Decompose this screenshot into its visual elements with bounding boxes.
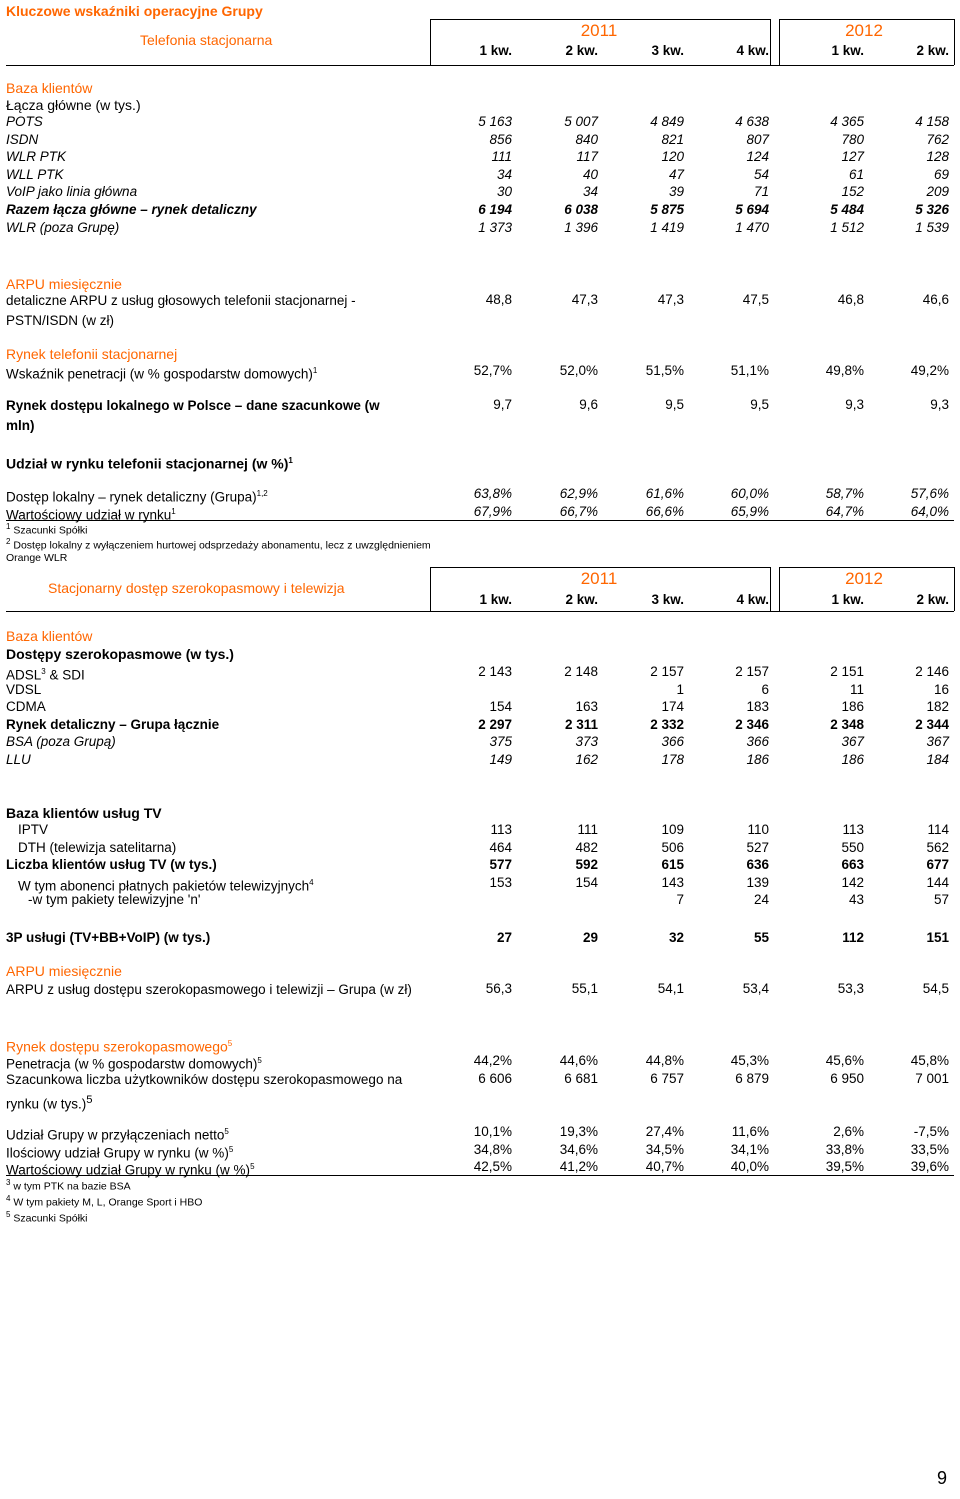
table-row xyxy=(0,166,960,184)
row-value: 807 xyxy=(746,131,769,147)
row-value: 43 xyxy=(848,892,864,908)
row-value: 60,0% xyxy=(730,486,769,501)
row-value: 27,4% xyxy=(645,1124,684,1139)
quarter-header: 2 kw. xyxy=(916,592,949,607)
row-value: 34,1% xyxy=(730,1141,769,1157)
footnote-sup: 5 xyxy=(6,1210,11,1219)
row-value: 39,6% xyxy=(910,1159,949,1175)
table-row xyxy=(0,751,960,769)
row-label-sup: 1,2 xyxy=(256,489,268,498)
table-row xyxy=(0,929,960,947)
row-value: 149 xyxy=(489,752,512,767)
table-row xyxy=(0,1052,960,1070)
row-label-sup: 3 xyxy=(41,667,46,676)
table-row xyxy=(0,716,960,734)
arpu-label: detaliczne ARPU z usług głosowych telefonii stacjonarnej - PSTN/ISDN (w zł) xyxy=(6,293,356,328)
table-row xyxy=(0,219,960,237)
row-value: 6 681 xyxy=(564,1071,598,1086)
row-label: Rynek detaliczny – Grupa łącznie xyxy=(6,716,220,732)
row-value: 677 xyxy=(926,857,949,873)
quarter-header: 2 kw. xyxy=(565,43,598,58)
footnote: $^3$ w tym PTK na bazie BSA xyxy=(6,1178,131,1193)
row-value: 11 xyxy=(849,681,864,697)
row-value: 64,7% xyxy=(825,504,864,519)
rynek-bb-label: Rynek dostępu szerokopasmowego xyxy=(6,1038,228,1055)
row-value: 40 xyxy=(582,166,598,182)
row-value: 39,5% xyxy=(825,1159,864,1175)
lacza-glowne-label: Łącza główne (w tys.) xyxy=(6,97,141,113)
row-value: 61,6% xyxy=(645,486,684,501)
year-2011: 2011 xyxy=(580,569,618,588)
row-value: 9,5 xyxy=(665,397,684,412)
row-value: 7 001 xyxy=(915,1071,949,1086)
row-value: 856 xyxy=(489,131,512,147)
row-value: 178 xyxy=(661,752,684,767)
row-label: Razem łącza główne – rynek detaliczny xyxy=(6,202,257,217)
row-value: 29 xyxy=(582,930,598,945)
row-value: 5 694 xyxy=(735,202,769,217)
row-value: 5 484 xyxy=(830,202,864,217)
year-2012: 2012 xyxy=(845,569,883,588)
row-value: 49,2% xyxy=(910,363,949,378)
section-heading-broadband: Stacjonarny dostęp szerokopasmowy i telewizja xyxy=(48,580,345,596)
row-value: 7 xyxy=(676,892,684,908)
row-value: 2 346 xyxy=(735,716,769,732)
row-label-sup: 5 xyxy=(224,1127,229,1136)
row-value: 114 xyxy=(927,822,949,837)
footnote: $^5$ Szacunki Spółki xyxy=(6,1210,88,1225)
quarter-header: 3 kw. xyxy=(651,43,684,58)
quarter-header: 4 kw. xyxy=(736,592,769,607)
row-value: 144 xyxy=(926,874,949,890)
row-value: 154 xyxy=(489,699,512,715)
row-label: BSA (poza Grupą) xyxy=(6,734,116,750)
row-label: WLR (poza Grupę) xyxy=(6,219,120,235)
row-value: 1 419 xyxy=(650,219,684,235)
rynek-bb-sup: 5 xyxy=(227,1039,233,1048)
row-label: IPTV xyxy=(18,822,49,837)
row-value: 44,6% xyxy=(559,1053,598,1068)
row-value: 32 xyxy=(668,930,684,945)
row-label: DTH (telewizja satelitarna) xyxy=(18,839,177,855)
row-label-sup: 4 xyxy=(309,877,314,887)
row-value: 44,8% xyxy=(645,1053,684,1068)
row-value: 2 157 xyxy=(650,664,684,679)
row-value: 9,6 xyxy=(579,397,598,412)
row-value: 153 xyxy=(489,874,512,890)
footnote: $^4$ W tym pakiety M, L, Orange Sport i HBO xyxy=(6,1194,203,1209)
row-value: 577 xyxy=(489,857,512,873)
row-value: 366 xyxy=(746,734,769,750)
row-label: VoIP jako linia główna xyxy=(6,184,138,200)
row-value: 780 xyxy=(841,131,864,147)
row-value: 5 007 xyxy=(564,114,598,129)
row-value: 2,6% xyxy=(833,1124,864,1139)
row-value: 44,2% xyxy=(473,1053,512,1068)
row-value: 4 365 xyxy=(830,114,864,129)
row-value: 30 xyxy=(496,184,512,200)
row-label-sup: 1 xyxy=(171,507,176,516)
row-value: 592 xyxy=(575,857,598,873)
quarter-header: 2 kw. xyxy=(916,43,949,58)
row-label: Liczba klientów usług TV (w tys.) xyxy=(6,857,217,873)
row-value: 66,7% xyxy=(559,504,598,519)
row-value: 46,8 xyxy=(837,292,864,307)
row-value: 42,5% xyxy=(473,1159,512,1175)
row-value: 111 xyxy=(491,149,512,165)
row-value: 34,8% xyxy=(473,1141,512,1157)
row-label: Penetracja (w % gospodarstw domowych)$^5$ xyxy=(6,1056,262,1072)
row-value: 62,9% xyxy=(559,486,598,501)
baza-klientow-label: Baza klientów xyxy=(6,80,93,96)
footnote: $^2$ Dostęp lokalny z wyłączeniem hurtowej odsprzedaży abonamentu, lecz z uwzględnieniem xyxy=(6,537,431,552)
section-heading-telefonia: Telefonia stacjonarna xyxy=(140,32,273,48)
dostep-lokalny-label: Rynek dostępu lokalnego w Polsce – dane szacunkowe (w mln) xyxy=(6,398,380,433)
row-value: 66,6% xyxy=(645,504,684,519)
row-label: ISDN xyxy=(6,131,39,147)
quarter-header: 2 kw. xyxy=(565,592,598,607)
row-value: 33,8% xyxy=(825,1141,864,1157)
row-value: 34 xyxy=(496,166,512,182)
row-label-sup: 5 xyxy=(257,1056,262,1065)
table-row xyxy=(0,1123,960,1141)
row-value: 1 512 xyxy=(830,219,864,235)
row-value: 2 151 xyxy=(830,664,864,679)
row-label-sup: 1 xyxy=(312,366,318,375)
row-value: 5 875 xyxy=(650,202,684,217)
table-row xyxy=(0,821,960,839)
row-value: 16 xyxy=(933,681,949,697)
row-value: 24 xyxy=(753,892,769,908)
row-value: 109 xyxy=(661,822,684,837)
table-row xyxy=(0,503,960,521)
rynek-telefonii-heading: Rynek telefonii stacjonarnej xyxy=(6,346,178,362)
row-value: 1 373 xyxy=(478,219,512,235)
row-label: Wartościowy udział w rynku$^1$ xyxy=(6,507,176,523)
udzial-heading xyxy=(6,452,293,473)
row-label-sup: 5 xyxy=(228,1144,234,1154)
row-value: 2 297 xyxy=(478,716,512,732)
row-value: 39 xyxy=(668,184,684,200)
table-row xyxy=(0,698,960,716)
row-value: 840 xyxy=(575,131,598,147)
quarter-header: 1 kw. xyxy=(479,43,512,58)
row-value: 9,7 xyxy=(493,397,512,412)
quarter-header: 1 kw. xyxy=(831,43,864,58)
row-value: 41,2% xyxy=(559,1159,598,1175)
table-row xyxy=(0,1070,960,1088)
row-value: 186 xyxy=(841,752,864,767)
table-row xyxy=(0,201,960,219)
row-value: 71 xyxy=(753,184,769,200)
row-value: 128 xyxy=(926,149,949,165)
table-row xyxy=(0,113,960,131)
row-value: 45,6% xyxy=(825,1053,864,1068)
row-value: 527 xyxy=(746,839,769,855)
row-value: 113 xyxy=(842,822,864,837)
page-title: Kluczowe wskaźniki operacyjne Grupy xyxy=(6,3,263,19)
row-value: 143 xyxy=(661,874,684,890)
tv-heading: Baza klientów usług TV xyxy=(6,805,162,821)
row-value: 9,5 xyxy=(750,397,769,412)
table-row xyxy=(0,733,960,751)
dostepy-label: Dostępy szerokopasmowe (w tys.) xyxy=(6,646,234,662)
row-value: 48,8 xyxy=(485,292,512,307)
row-value: 45,8% xyxy=(910,1053,949,1068)
row-value: 120 xyxy=(661,149,684,165)
page-number: 9 xyxy=(937,1468,948,1488)
row-value: 373 xyxy=(575,734,598,750)
row-value: 54 xyxy=(753,166,769,182)
row-label: W tym abonenci płatnych pakietów telewizyjnych$^4$ xyxy=(18,877,314,894)
row-value: 53,3 xyxy=(837,981,864,996)
row-value: 6 879 xyxy=(735,1071,769,1086)
row-value: 6 xyxy=(761,681,769,697)
row-value: 110 xyxy=(747,822,769,837)
row-value: 47,3 xyxy=(571,292,598,307)
row-value: 151 xyxy=(926,930,949,945)
row-value: 52,7% xyxy=(473,363,512,378)
row-value: 56,3 xyxy=(485,981,512,996)
year-2011: 2011 xyxy=(580,21,618,40)
row-value: 57 xyxy=(933,892,949,908)
row-value: 152 xyxy=(841,184,864,200)
row-value: 375 xyxy=(489,734,512,750)
row-value: 9,3 xyxy=(845,397,864,412)
quarter-header: 1 kw. xyxy=(831,592,864,607)
row-value: 1 xyxy=(676,681,684,697)
udzial-label: Udział w rynku telefonii stacjonarnej (w %) xyxy=(6,455,289,472)
row-value: 117 xyxy=(576,149,598,165)
row-value: 111 xyxy=(577,822,598,837)
arpu-heading: ARPU miesięcznie xyxy=(6,276,122,292)
row-label-sup: 5 xyxy=(250,1162,255,1172)
table-row xyxy=(0,485,960,503)
row-value: 127 xyxy=(841,149,864,165)
footnote: Orange WLR xyxy=(6,552,68,564)
row-value: 1 539 xyxy=(915,219,949,235)
row-value: 69 xyxy=(933,166,949,182)
row-value: 5 163 xyxy=(478,114,512,129)
row-value: 209 xyxy=(926,184,949,200)
table-row xyxy=(0,1158,960,1176)
row-label: POTS xyxy=(6,114,43,129)
table-row xyxy=(0,396,960,414)
table-row xyxy=(0,874,960,892)
table-row xyxy=(0,891,960,909)
row-value: 51,5% xyxy=(645,363,684,378)
row-value: 663 xyxy=(841,857,864,873)
row-label: Wskaźnik penetracji (w % gospodarstw domowych)$^1$ xyxy=(6,366,318,382)
row-value: 4 158 xyxy=(915,114,949,129)
arpu-label-2: ARPU z usług dostępu szerokopasmowego i telewizji – Grupa (w zł) xyxy=(6,982,412,997)
row-value: 186 xyxy=(841,699,864,715)
table-row xyxy=(0,980,960,998)
szac-sup: 5 xyxy=(86,1094,93,1106)
row-value: 2 146 xyxy=(915,664,949,679)
row-label: Dostęp lokalny – rynek detaliczny (Grupa)$^{1,2}$ xyxy=(6,489,268,505)
row-value: 64,0% xyxy=(910,504,949,519)
row-value: 19,3% xyxy=(559,1124,598,1139)
row-value: 162 xyxy=(575,752,598,767)
row-value: 142 xyxy=(841,874,864,890)
row-value: 58,7% xyxy=(825,486,864,501)
row-value: 6 038 xyxy=(564,202,598,217)
row-value: 47,3 xyxy=(657,292,684,307)
row-value: 52,0% xyxy=(559,363,598,378)
footnote-sup: 4 xyxy=(6,1194,11,1203)
row-label: Ilościowy udział Grupy w rynku (w %)$^5$ xyxy=(6,1144,234,1161)
table-row xyxy=(0,681,960,699)
row-value: 636 xyxy=(746,857,769,873)
row-label: Udział Grupy w przyłączeniach netto$^5$ xyxy=(6,1127,229,1143)
footnote-sup: 3 xyxy=(6,1178,11,1187)
quarter-header: 4 kw. xyxy=(736,43,769,58)
table-row xyxy=(0,1141,960,1159)
footnote-sup: 1 xyxy=(6,522,11,531)
row-value: 482 xyxy=(575,839,598,855)
row-value: 821 xyxy=(661,131,684,147)
row-value: 124 xyxy=(746,149,769,165)
row-value: 55 xyxy=(753,930,769,945)
row-value: 34,6% xyxy=(559,1141,598,1157)
footnote-sup: 2 xyxy=(6,537,11,546)
row-value: 65,9% xyxy=(730,504,769,519)
row-value: 464 xyxy=(489,839,512,855)
table-row xyxy=(0,183,960,201)
baza-klientow-label-2: Baza klientów xyxy=(6,628,93,644)
row-value: 6 757 xyxy=(650,1071,684,1086)
row-value: 34,5% xyxy=(645,1141,684,1157)
table-row xyxy=(0,839,960,857)
table-row xyxy=(0,856,960,874)
row-value: 40,0% xyxy=(730,1159,769,1175)
quarter-header: 1 kw. xyxy=(479,592,512,607)
row-value: 762 xyxy=(926,131,949,147)
row-value: 2 157 xyxy=(735,664,769,679)
row-value: 33,5% xyxy=(910,1141,949,1157)
row-label: LLU xyxy=(6,752,31,767)
row-value: 61 xyxy=(848,166,864,182)
row-value: 11,6% xyxy=(731,1124,769,1139)
row-value: 46,6 xyxy=(922,292,949,307)
row-value: 2 332 xyxy=(650,716,684,732)
row-value: 6 950 xyxy=(830,1071,864,1086)
row-label: Wartościowy udział Grupy w rynku (w %)$^5$ xyxy=(6,1162,255,1178)
row-value: 112 xyxy=(842,930,864,945)
row-label: WLL PTK xyxy=(6,166,64,182)
row-value: 366 xyxy=(661,734,684,750)
row-value: 27 xyxy=(496,930,512,945)
row-value: 1 396 xyxy=(564,219,598,235)
row-value: 47 xyxy=(668,166,684,182)
row-value: 2 148 xyxy=(564,664,598,679)
row-value: 4 849 xyxy=(650,114,684,129)
row-value: 40,7% xyxy=(645,1159,684,1175)
row-value: 54,5 xyxy=(922,981,949,996)
row-value: 47,5 xyxy=(742,292,769,307)
row-value: 1 470 xyxy=(735,219,769,235)
row-value: 182 xyxy=(926,699,949,715)
row-value: -7,5% xyxy=(913,1124,949,1139)
table-row xyxy=(0,663,960,681)
row-value: 186 xyxy=(746,752,769,767)
quarter-header: 3 kw. xyxy=(651,592,684,607)
row-value: 367 xyxy=(841,734,864,750)
row-label: VDSL xyxy=(6,681,42,697)
udzial-sup: 1 xyxy=(288,456,293,465)
row-value: 63,8% xyxy=(473,486,512,501)
row-value: 51,1% xyxy=(730,363,769,378)
row-value: 184 xyxy=(926,752,949,767)
row-value: 67,9% xyxy=(473,504,512,519)
row-value: 6 606 xyxy=(478,1071,512,1086)
row-value: 163 xyxy=(575,699,598,715)
row-value: 615 xyxy=(661,857,684,873)
row-value: 9,3 xyxy=(930,397,949,412)
row-value: 45,3% xyxy=(730,1053,769,1068)
table-row xyxy=(0,131,960,149)
arpu-heading-2: ARPU miesięcznie xyxy=(6,963,122,979)
row-value: 139 xyxy=(746,874,769,890)
row-value: 49,8% xyxy=(825,363,864,378)
table-row xyxy=(0,362,960,380)
row-value: 54,1 xyxy=(657,981,684,996)
row-value: 57,6% xyxy=(910,486,949,501)
row-value: 2 344 xyxy=(915,716,949,732)
row-value: 10,1% xyxy=(473,1124,512,1139)
row-value: 34 xyxy=(582,184,598,200)
row-label: 3P usługi (TV+BB+VoIP) (w tys.) xyxy=(6,930,211,945)
row-value: 55,1 xyxy=(571,981,598,996)
row-value: 113 xyxy=(490,822,512,837)
row-value: 2 348 xyxy=(830,716,864,732)
row-value: 367 xyxy=(926,734,949,750)
row-value: 506 xyxy=(661,839,684,855)
row-value: 53,4 xyxy=(742,981,769,996)
year-2012: 2012 xyxy=(845,21,883,40)
row-value: 562 xyxy=(926,839,949,855)
row-value: 6 194 xyxy=(478,202,512,217)
table-row xyxy=(0,148,960,166)
row-label: ADSL$^3$ & SDI xyxy=(6,667,85,683)
row-label: WLR PTK xyxy=(6,149,67,165)
row-value: 154 xyxy=(575,874,598,890)
row-value: 5 326 xyxy=(915,202,949,217)
row-value: 174 xyxy=(661,699,684,715)
row-value: 4 638 xyxy=(735,114,769,129)
row-value: 550 xyxy=(841,839,864,855)
row-value: 183 xyxy=(746,699,769,715)
footnote: $^1$ Szacunki Spółki xyxy=(6,522,88,537)
row-value: 2 143 xyxy=(478,664,512,679)
row-label: CDMA xyxy=(6,699,46,715)
table-row xyxy=(0,291,960,309)
szac-label: Szacunkowa liczba użytkowników dostępu szerokopasmowego na rynku (w tys.) xyxy=(6,1072,403,1112)
row-value: 2 311 xyxy=(564,716,598,732)
row-label: -w tym pakiety telewizyjne 'n' xyxy=(28,892,201,908)
